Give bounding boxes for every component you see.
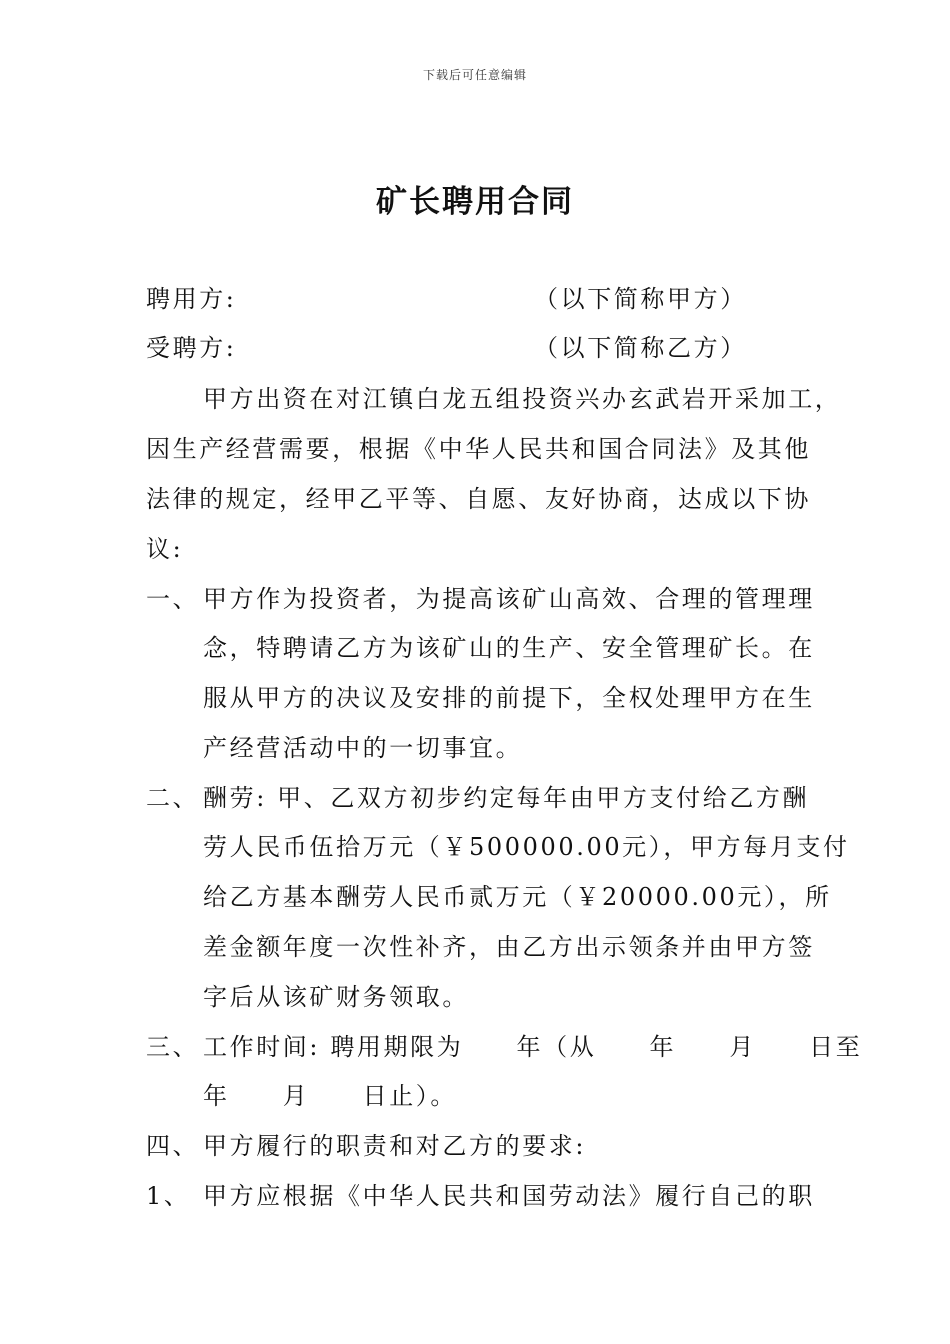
intro-line: 议: <box>146 535 184 563</box>
intro-line: 因生产经营需要，根据《中华人民共和国合同法》及其他 <box>146 435 811 463</box>
clause-number: 四、 <box>146 1132 200 1160</box>
clause-number: 二、 <box>146 784 200 812</box>
clause-line: 酬劳: 甲、乙双方初步约定每年由甲方支付给乙方酬 <box>203 784 810 812</box>
clause-line: 念，特聘请乙方为该矿山的生产、安全管理矿长。在 <box>203 634 815 662</box>
clause-line: 服从甲方的决议及安排的前提下，全权处理甲方在生 <box>203 684 815 712</box>
clause-line: 甲方履行的职责和对乙方的要求: <box>203 1132 587 1160</box>
clause-line: 产经营活动中的一切事宜。 <box>203 734 523 762</box>
clause-line: 劳人民币伍拾万元（￥500000.00元），甲方每月支付 <box>203 833 850 861</box>
clause-number: 三、 <box>146 1033 200 1061</box>
clause-line: 字后从该矿财务领取。 <box>203 983 469 1011</box>
intro-line: 法律的规定，经甲乙平等、自愿、友好协商，达成以下协 <box>146 485 811 513</box>
party-a-note: （以下简称甲方） <box>534 285 747 313</box>
clause-number: 一、 <box>146 585 200 613</box>
intro-line: 甲方出资在对江镇白龙五组投资兴办玄武岩开采加工， <box>203 385 842 413</box>
party-a-label: 聘用方: <box>146 285 237 313</box>
header-note: 下载后可任意编辑 <box>422 68 527 82</box>
clause-line: 差金额年度一次性补齐，由乙方出示领条并由甲方签 <box>203 933 815 961</box>
party-b-label: 受聘方: <box>146 334 237 362</box>
clause-line: 年 月 日止）。 <box>203 1082 457 1110</box>
party-b-note: （以下简称乙方） <box>534 334 747 362</box>
clause-line: 甲方应根据《中华人民共和国劳动法》履行自己的职 <box>203 1182 815 1210</box>
clause-line: 给乙方基本酬劳人民币贰万元（￥20000.00元），所 <box>203 883 832 911</box>
document-title: 矿长聘用合同 <box>376 184 574 220</box>
clause-line: 甲方作为投资者，为提高该矿山高效、合理的管理理 <box>203 585 815 613</box>
clause-line: 工作时间: 聘用期限为 年（从 年 月 日至 <box>203 1033 863 1061</box>
clause-number: 1、 <box>146 1182 191 1210</box>
